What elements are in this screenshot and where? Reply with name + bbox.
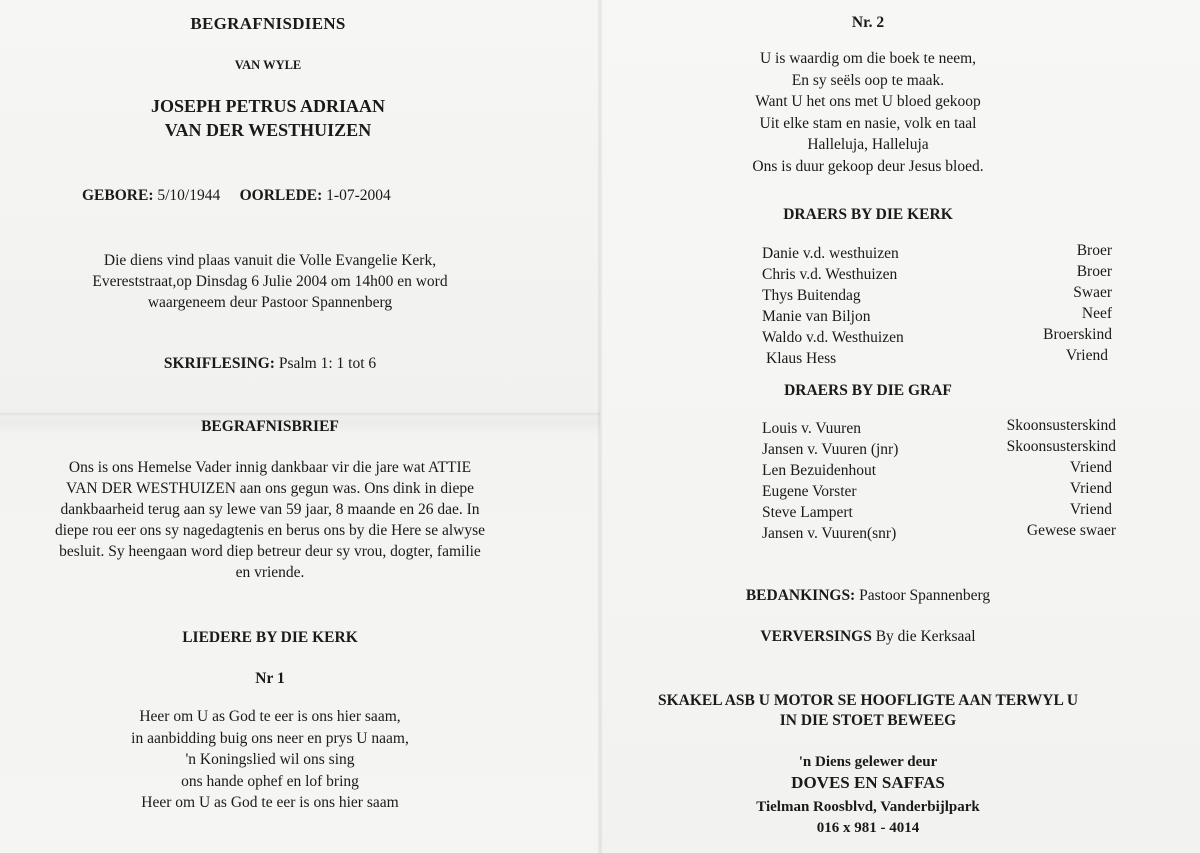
refreshments-label: VERVERSINGS <box>760 628 872 645</box>
bearer-relation: Skoonsusterskind <box>1006 417 1116 434</box>
bearer-relation: Gewese swaer <box>1026 522 1116 539</box>
service-line: waargeneem deur Pastoor Spannenberg <box>147 294 393 311</box>
letter-heading: BEGRAFNISBRIEF <box>201 418 339 435</box>
lyric-line: 'n Koningslied wil ons sing <box>185 751 355 768</box>
thanks-value: Pastoor Spannenberg <box>859 587 991 604</box>
deceased-name-line1: JOSEPH PETRUS ADRIAAN <box>150 96 386 116</box>
bearer-name: Steve Lampert <box>762 504 853 521</box>
letter-line: VAN DER WESTHUIZEN aan ons gegun was. Ons dink in diepe <box>66 480 474 497</box>
bearer-name: Manie van Biljon <box>762 308 871 325</box>
lyric-line: Heer om U as God te eer is ons hier saam <box>141 794 399 811</box>
deceased-name-line2: VAN DER WESTHUIZEN <box>164 120 372 140</box>
song1-title: Nr 1 <box>255 670 285 687</box>
service-by-label: 'n Diens gelewer deur <box>798 754 938 770</box>
bearer-name: Jansen v. Vuuren (jnr) <box>762 441 899 458</box>
bearer-relation: Neef <box>1081 305 1112 322</box>
song1-lyrics <box>0 706 540 814</box>
bearer-relation: Vriend <box>1069 459 1112 476</box>
life-dates <box>82 187 391 205</box>
bearer-relation: Swaer <box>1073 284 1112 301</box>
bearer-relation: Skoonsusterskind <box>1006 438 1116 455</box>
lyric-line: En sy seëls oop te maak. <box>791 71 945 89</box>
bearer-relation: Vriend <box>1065 347 1108 364</box>
funeral-firm-address: Tielman Roosblvd, Vanderbijlpark <box>756 799 980 815</box>
song2-lyrics <box>600 48 1136 177</box>
letter-line: dankbaarheid terug aan sy lewe van 59 jaar, 8 maande en 26 dae. In <box>60 501 480 518</box>
lyric-line: Heer om U as God te eer is ons hier saam, <box>139 708 401 725</box>
service-line: Die diens vind plaas vanuit die Volle Evangelie Kerk, <box>103 252 437 269</box>
bearer-relation: Broer <box>1076 263 1112 280</box>
song2-title: Nr. 2 <box>851 14 885 31</box>
bearer-relation: Vriend <box>1069 501 1112 518</box>
bearer-relation: Vriend <box>1069 480 1112 497</box>
lyric-line: U is waardig om die boek te neem, <box>759 50 977 67</box>
paper-fold-vertical <box>597 0 603 853</box>
right-page <box>600 0 1200 853</box>
service-details <box>0 250 540 313</box>
bearer-name: Eugene Vorster <box>762 483 857 500</box>
reading-label: SKRIFLESING: <box>163 355 275 372</box>
bearer-name: Louis v. Vuuren <box>762 420 861 437</box>
bearer-name: Danie v.d. westhuizen <box>762 245 899 262</box>
bearer-name: Chris v.d. Westhuizen <box>762 266 898 283</box>
lyric-line: in aanbidding buig ons neer en prys U naam, <box>131 729 409 747</box>
refreshments-line <box>600 628 1136 646</box>
lyric-line: Halleluja, Halleluja <box>807 136 929 153</box>
bearer-name: Len Bezuidenhout <box>762 462 877 479</box>
letter-line: besluit. Sy heengaan word diep betreur deur sy vrou, dogter, familie <box>59 543 481 560</box>
service-line: Evereststraat,op Dinsdag 6 Julie 2004 om 14h00 en word <box>92 273 448 290</box>
bearer-name: Thys Buitendag <box>762 287 861 304</box>
lyric-line: Want U het ons met U bloed gekoop <box>755 93 981 110</box>
thanks-label: BEDANKINGS: <box>745 587 856 604</box>
funeral-letter <box>0 457 540 583</box>
refreshments-value: By die Kerksaal <box>875 628 976 645</box>
van-wyle-label: VAN WYLE <box>234 58 302 72</box>
songs-heading: LIEDERE BY DIE KERK <box>182 629 358 646</box>
letter-line: Ons is ons Hemelse Vader innig dankbaar vir die jare wat ATTIE <box>68 459 472 476</box>
grave-bearers-heading: DRAERS BY DIE GRAF <box>784 382 952 399</box>
thanks-line <box>600 587 1136 605</box>
headlights-notice-line1: SKAKEL ASB U MOTOR SE HOOFLIGTE AAN TERWYL U <box>657 692 1079 709</box>
lyric-line: Uit elke stam en nasie, volk en taal <box>759 114 977 132</box>
funeral-firm-name: DOVES EN SAFFAS <box>791 773 945 792</box>
born-label: GEBORE: <box>82 187 154 204</box>
letter-line: diepe rou eer ons sy nagedagtenis en berus ons by die Here se alwyse <box>55 522 485 539</box>
scripture-reading <box>0 355 540 373</box>
headlights-notice-line2: IN DIE STOET BEWEEG <box>779 712 957 729</box>
letter-line: en vriende. <box>235 564 305 581</box>
born-value: 5/10/1944 <box>157 187 221 204</box>
reading-value: Psalm 1: 1 tot 6 <box>278 355 377 372</box>
service-title: BEGRAFNISDIENS <box>190 14 346 33</box>
bearer-relation: Broerskind <box>1043 326 1112 343</box>
bearer-name: Waldo v.d. Westhuizen <box>762 329 904 346</box>
bearer-name: Jansen v. Vuuren(snr) <box>762 525 897 542</box>
bearer-relation: Broer <box>1076 242 1112 259</box>
lyric-line: ons hande ophef en lof bring <box>181 772 359 790</box>
lyric-line: Ons is duur gekoop deur Jesus bloed. <box>752 157 984 175</box>
funeral-firm-phone: 016 x 981 - 4014 <box>816 820 920 836</box>
paper-fold-horizontal <box>0 412 600 416</box>
bearer-name: Klaus Hess <box>766 350 837 367</box>
church-bearers-heading: DRAERS BY DIE KERK <box>783 206 953 223</box>
died-label: OORLEDE: <box>239 187 323 204</box>
died-value: 1-07-2004 <box>326 187 391 204</box>
